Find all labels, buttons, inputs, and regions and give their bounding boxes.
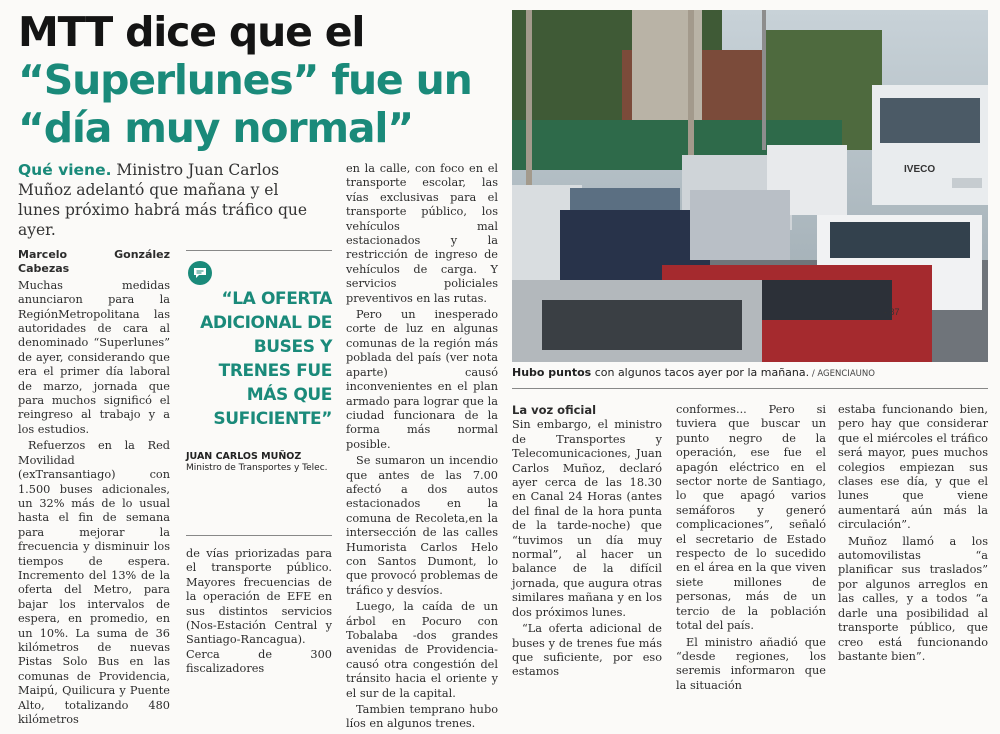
headline-line-2: “Superlunes” fue un — [18, 56, 472, 104]
pull-quote-role: Ministro de Transportes y Telec. — [186, 463, 328, 473]
divider — [186, 535, 332, 536]
paragraph: en la calle, con foco en el transporte escolar, las vías exclusivas para el transporte público, los vehículos mal estacionados y la restricción de ingreso de vehículos de carga. Y servicios policiales preventivos en las rutas. — [346, 162, 498, 305]
headline-line-1: MTT dice que el — [18, 8, 365, 56]
license-plate: - 87 — [884, 307, 900, 317]
caption-text: con algunos tacos ayer por la mañana. — [591, 366, 810, 379]
paragraph: Tambien temprano hubo líos en algunos trenes. — [346, 703, 498, 731]
paragraph: conformes... Pero si tuviera que buscar un punto negro de la operación, ese fue el apagón eléctrico en el sector norte de Santiago, lo que apagó varios semáforos y generó complicaciones”, señaló el secretario de Estado respecto de lo sucedido en el área en la que viven siete millones de personas, más de un tercio de la población total del país. — [676, 403, 826, 633]
paragraph: Pero un inesperado corte de luz en algunas comunas de la región más poblada del país (ver nota aparte) causó inconvenientes en el plan armado para lograr que la ciudad funcionara de la forma más normal posible. — [346, 308, 498, 451]
paragraph: Refuerzos en la Red Movilidad (exTransantiago) con 1.500 buses adicionales, un 32% más de lo usual hasta el fin de semana para mejorar la frecuencia y disminuir los tiempos de espera. Incremento del 13% de la oferta del Metro, para bajar los intervalos de espera, en promedio, en un 10%. La suma de 36 kilómetros de nuevas Pistas Solo Bus en las comunas de Providencia, Maipú, Quilicura y Puente Alto, totalizando 480 kilómetros — [18, 439, 170, 726]
paragraph: Muñoz llamó a los automovilistas “a planificar sus traslados” por algunos arreglos en las calles, y a todos “a darle una posibilidad al transporte público, que creo está funcionando bastante bien”. — [838, 534, 988, 663]
photo-caption — [512, 366, 988, 379]
byline: Marcelo González Cabezas — [18, 248, 170, 276]
column-6 — [838, 403, 988, 666]
paragraph: Luego, la caída de un árbol en Pocuro con Tobalaba -dos grandes avenidas de Providencia- causó otra congestión del tránsito hacia el oriente y el sur de la capital. — [346, 600, 498, 700]
column-5 — [676, 403, 826, 695]
paragraph: Muchas medidas anunciaron para la RegiónMetropolitana las autoridades de cara al denominado “Superlunes” de ayer, considerando que era el primer día laboral de marzo, jornada que para muchos significó el reingreso al trabajo y a los estudios. — [18, 278, 170, 436]
caption-lead: Hubo puntos — [512, 366, 592, 379]
paragraph: Se sumaron un incendio que antes de las 7.00 afectó a dos autos estacionados en la comuna de Recoleta,en la intersección de las calles Humorista Carlos Helo con Santos Dumont, lo que provocó problemas de tráfico y desvíos. — [346, 454, 498, 597]
paragraph: “La oferta adicional de buses y de trenes fue más que suficiente, por eso estamos — [512, 622, 662, 679]
column-1 — [18, 248, 170, 729]
headline-line-3: “día muy normal” — [18, 104, 413, 152]
pull-quote-text: “LA OFERTA ADICIONAL DE BUSES Y TRENES FUE MÁS QUE SUFICIENTE” — [200, 289, 332, 429]
paragraph: El ministro añadió que “desde regiones, los seremis informaron que la situación — [676, 635, 826, 692]
photo-credit: / AGENCIAUNO — [809, 369, 875, 379]
column-2 — [186, 547, 332, 679]
subheading: La voz oficial — [512, 403, 597, 417]
deck — [18, 160, 323, 240]
truck-label: IVECO — [904, 164, 936, 175]
paragraph: estaba funcionando bien, pero hay que considerar que el miércoles el tráfico será mayor, pues muchos colegios empiezan sus clases ese día, y que el lunes que viene aumentará aún más la circulación”. — [838, 403, 988, 532]
column-4 — [512, 403, 662, 682]
speech-bubble-icon — [188, 261, 212, 285]
pull-quote — [186, 250, 332, 536]
news-photo — [512, 10, 988, 362]
pull-quote-attribution — [186, 451, 332, 474]
paragraph: Sin embargo, el ministro de Transportes y Telecomunicaciones, Juan Carlos Muñoz, declaró ayer cerca de las 18.30 en Canal 24 Horas (antes del final de la hora punta de la tarde-noche) que “tuvimos un día muy normal”, al hacer un balance de la difícil jornada, que augura otras similares mañana y en los dos próximos lunes. — [512, 418, 662, 619]
divider — [512, 388, 988, 389]
column-3 — [346, 162, 498, 734]
pull-quote-author: JUAN CARLOS MUÑOZ — [186, 451, 302, 462]
deck-text: Ministro Juan Carlos Muñoz adelantó que mañana y el lunes próximo habrá más tráfico que ayer. — [18, 161, 308, 239]
paragraph: de vías priorizadas para el transporte público. Mayores frecuencias de la operación de EFE en sus distintos servicios (Nos-Estación Central y Santiago-Rancagua). Cerca de 300 fiscalizadores — [186, 547, 332, 676]
deck-lead: Qué viene. — [18, 161, 112, 179]
headline — [18, 8, 508, 152]
